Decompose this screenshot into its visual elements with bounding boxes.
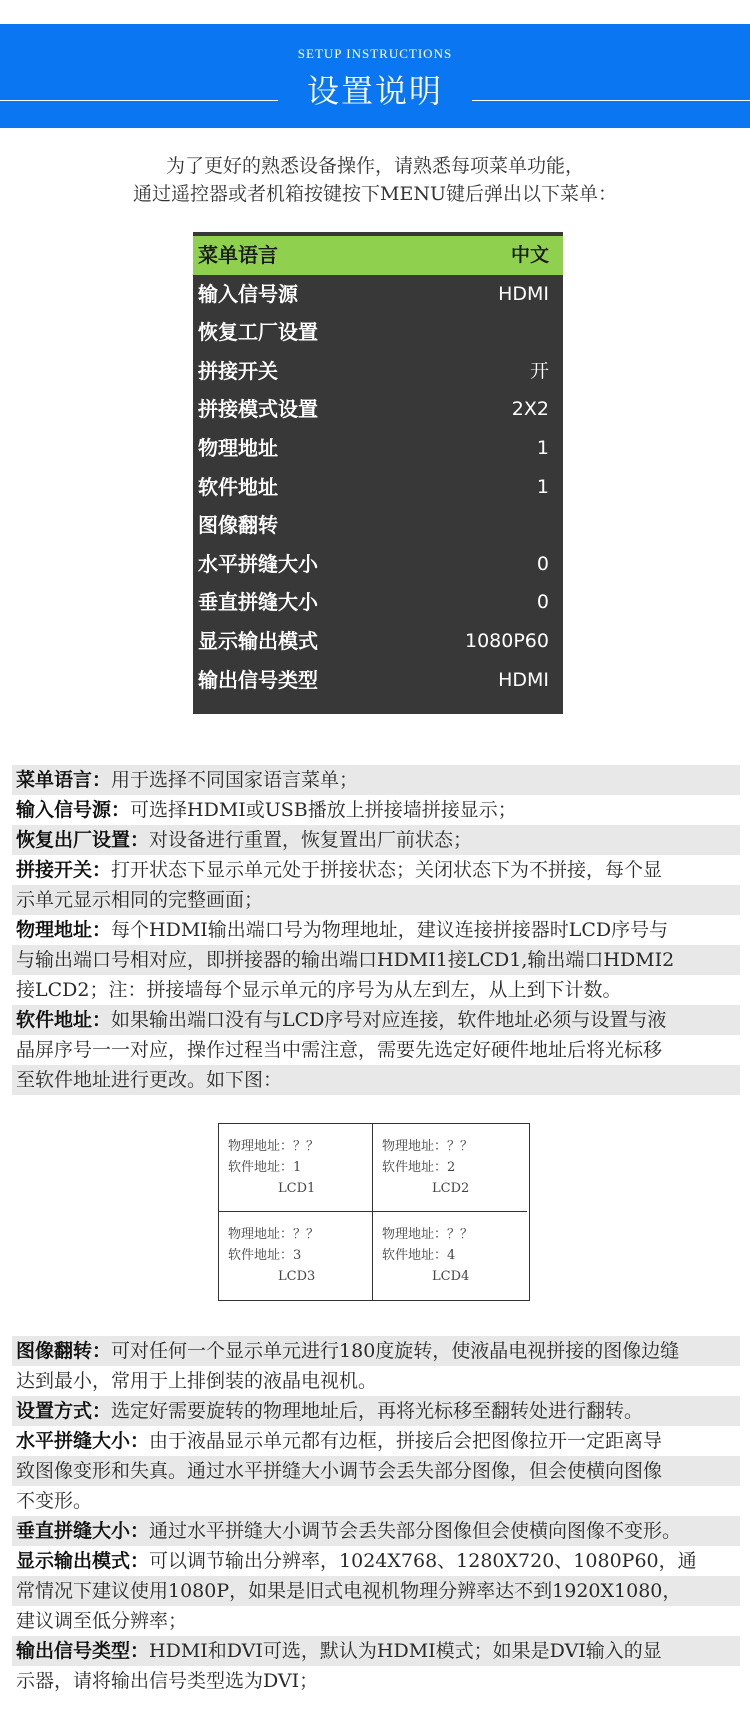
desc-horizontal-gap-cont (12, 1456, 740, 1486)
lcd-cell (219, 1212, 373, 1300)
menu-item-language[interactable] (193, 236, 563, 275)
desc-text: 对设备进行重置，恢复置出厂前状态； (149, 829, 473, 851)
lcd-cell (373, 1212, 527, 1300)
desc-software-address (12, 1005, 740, 1035)
desc-physical-address-cont (12, 945, 740, 975)
menu-item-output-signal[interactable] (193, 661, 563, 700)
desc-horizontal-gap (12, 1426, 740, 1456)
menu-item-label: 输出信号类型 (198, 667, 318, 692)
menu-item-horizontal-gap[interactable] (193, 545, 563, 584)
menu-item-value: 开 (529, 359, 549, 382)
desc-term: 垂直拼缝大小： (16, 1520, 150, 1542)
desc-text: 至软件地址进行更改。如下图： (16, 1069, 283, 1091)
description-section-2 (12, 1336, 740, 1696)
desc-text: 打开状态下显示单元处于拼接状态；关闭状态下为不拼接，每个显 (111, 859, 663, 881)
cell-lcd-label: LCD3 (278, 1269, 316, 1284)
menu-item-software-address[interactable] (193, 468, 563, 507)
cell-lcd-label: LCD1 (278, 1181, 316, 1196)
desc-vertical-gap (12, 1516, 740, 1546)
desc-physical-address-cont (12, 975, 740, 1005)
desc-text: 达到最小，常用于上排倒装的液晶电视机。 (16, 1370, 378, 1392)
desc-term: 输出信号类型： (16, 1640, 150, 1662)
intro-line-2: 通过遥控器或者机箱按键按下MENU键后弹出以下菜单： (133, 183, 617, 205)
menu-item-label: 显示输出模式 (198, 628, 318, 653)
desc-term: 软件地址： (16, 1009, 112, 1031)
menu-item-value: 1080P60 (465, 629, 549, 652)
cell-lcd-label: LCD2 (432, 1181, 470, 1196)
cell-lcd-label: LCD4 (432, 1269, 470, 1284)
desc-horizontal-gap-cont (12, 1486, 740, 1516)
desc-splice-switch-cont (12, 885, 740, 915)
cell-physical-address: 物理地址：？？ (382, 1227, 474, 1242)
menu-item-label: 物理地址 (198, 435, 278, 460)
desc-term: 图像翻转： (16, 1340, 112, 1362)
desc-software-address-cont (12, 1035, 740, 1065)
osd-menu (193, 232, 563, 714)
desc-term: 菜单语言： (16, 769, 112, 791)
menu-item-value: HDMI (498, 282, 549, 305)
desc-text: 可以调节输出分辨率，1024X768、1280X720、1080P60，通 (149, 1550, 697, 1572)
desc-software-address-cont (12, 1065, 740, 1095)
desc-image-flip (12, 1336, 740, 1366)
desc-text: 由于液晶显示单元都有边框，拼接后会把图像拉开一定距离导 (149, 1430, 663, 1452)
menu-item-value: 1 (536, 436, 549, 459)
cell-physical-address: 物理地址：？？ (228, 1227, 320, 1242)
desc-text: 如果输出端口没有与LCD序号对应连接，软件地址必须与设置与液 (111, 1009, 667, 1031)
lcd-cell (373, 1124, 527, 1212)
desc-physical-address (12, 915, 740, 945)
menu-item-value: 0 (536, 552, 549, 575)
menu-item-splice-switch[interactable] (193, 352, 563, 391)
menu-item-input-source[interactable] (193, 275, 563, 314)
desc-text: 建议调至低分辨率； (16, 1610, 188, 1632)
header-zh-title: 设置说明 (306, 72, 443, 110)
desc-term: 水平拼缝大小： (16, 1430, 150, 1452)
cell-physical-address: 物理地址：？？ (382, 1139, 474, 1154)
desc-language (12, 765, 740, 795)
menu-item-label: 软件地址 (198, 474, 278, 499)
menu-item-vertical-gap[interactable] (193, 583, 563, 622)
desc-image-flip-cont (12, 1366, 740, 1396)
lcd-address-grid (218, 1123, 530, 1301)
desc-text: HDMI和DVI可选，默认为HDMI模式；如果是DVI输入的显 (149, 1640, 662, 1662)
cell-software-address: 软件地址：3 (228, 1248, 302, 1263)
desc-factory-reset (12, 825, 740, 855)
menu-item-value: 0 (536, 591, 549, 614)
menu-item-label: 水平拼缝大小 (198, 551, 318, 576)
cell-software-address: 软件地址：4 (382, 1248, 456, 1263)
desc-term: 设置方式： (16, 1400, 112, 1422)
desc-text: 示器，请将输出信号类型选为DVI； (16, 1670, 319, 1692)
menu-item-output-mode[interactable] (193, 622, 563, 661)
desc-text: 可对任何一个显示单元进行180度旋转，使液晶电视拼接的图像边缝 (111, 1340, 680, 1362)
desc-text: 致图像变形和失真。通过水平拼缝大小调节会丢失部分图像，但会使横向图像 (16, 1460, 663, 1482)
menu-item-value: 1 (536, 475, 549, 498)
cell-physical-address: 物理地址：？？ (228, 1139, 320, 1154)
desc-text: 与输出端口号相对应，即拼接器的输出端口HDMI1接LCD1,输出端口HDMI2 (16, 949, 675, 971)
lcd-cell (219, 1124, 373, 1212)
desc-output-signal-cont (12, 1666, 740, 1696)
menu-item-label: 图像翻转 (198, 513, 278, 538)
desc-text: 选定好需要旋转的物理地址后，再将光标移至翻转处进行翻转。 (111, 1400, 644, 1422)
header-en-title: SETUP INSTRUCTIONS (297, 46, 453, 61)
menu-item-label: 恢复工厂设置 (198, 320, 318, 345)
desc-text: 不变形。 (16, 1490, 93, 1512)
intro-text (0, 152, 750, 208)
menu-item-physical-address[interactable] (193, 429, 563, 468)
desc-text: 常情况下建议使用1080P，如果是旧式电视机物理分辨率达不到1920X1080， (16, 1580, 682, 1602)
desc-text: 示单元显示相同的完整画面； (16, 889, 264, 911)
menu-item-label: 输入信号源 (198, 281, 298, 306)
desc-term: 拼接开关： (16, 859, 112, 881)
menu-item-label: 垂直拼缝大小 (198, 590, 318, 615)
menu-item-label: 拼接开关 (198, 358, 278, 383)
desc-term: 显示输出模式： (16, 1550, 150, 1572)
desc-splice-switch (12, 855, 740, 885)
desc-output-signal (12, 1636, 740, 1666)
desc-input-source (12, 795, 740, 825)
desc-output-mode-cont (12, 1606, 740, 1636)
cell-software-address: 软件地址：2 (382, 1160, 456, 1175)
menu-item-factory-reset[interactable] (193, 313, 563, 352)
menu-item-image-flip[interactable] (193, 506, 563, 545)
desc-text: 晶屏序号一一对应，操作过程当中需注意，需要先选定好硬件地址后将光标移 (16, 1039, 663, 1061)
menu-item-value: 中文 (510, 244, 549, 266)
header-banner (0, 24, 750, 128)
desc-text: 接LCD2；注：拼接墙每个显示单元的序号为从左到左，从上到下计数。 (16, 979, 622, 1001)
description-section-1 (12, 765, 740, 1095)
cell-software-address: 软件地址：1 (228, 1160, 302, 1175)
desc-term: 恢复出厂设置： (16, 829, 150, 851)
menu-item-label: 菜单语言 (198, 243, 278, 267)
desc-text: 用于选择不同国家语言菜单； (111, 769, 359, 791)
desc-output-mode-cont (12, 1576, 740, 1606)
desc-term: 输入信号源： (16, 799, 131, 821)
desc-output-mode (12, 1546, 740, 1576)
menu-item-value: HDMI (498, 668, 549, 691)
desc-term: 物理地址： (16, 919, 112, 941)
menu-item-splice-mode[interactable] (193, 390, 563, 429)
desc-text: 可选择HDMI或USB播放上拼接墙拼接显示； (130, 799, 517, 821)
menu-item-value: 2X2 (511, 398, 549, 421)
desc-text: 通过水平拼缝大小调节会丢失部分图像但会使横向图像不变形。 (149, 1520, 682, 1542)
intro-line-1: 为了更好的熟悉设备操作，请熟悉每项菜单功能， (165, 155, 584, 177)
desc-setup-method (12, 1396, 740, 1426)
desc-text: 每个HDMI输出端口号为物理地址，建议连接拼接器时LCD序号与 (111, 919, 669, 941)
menu-item-label: 拼接模式设置 (198, 397, 318, 422)
